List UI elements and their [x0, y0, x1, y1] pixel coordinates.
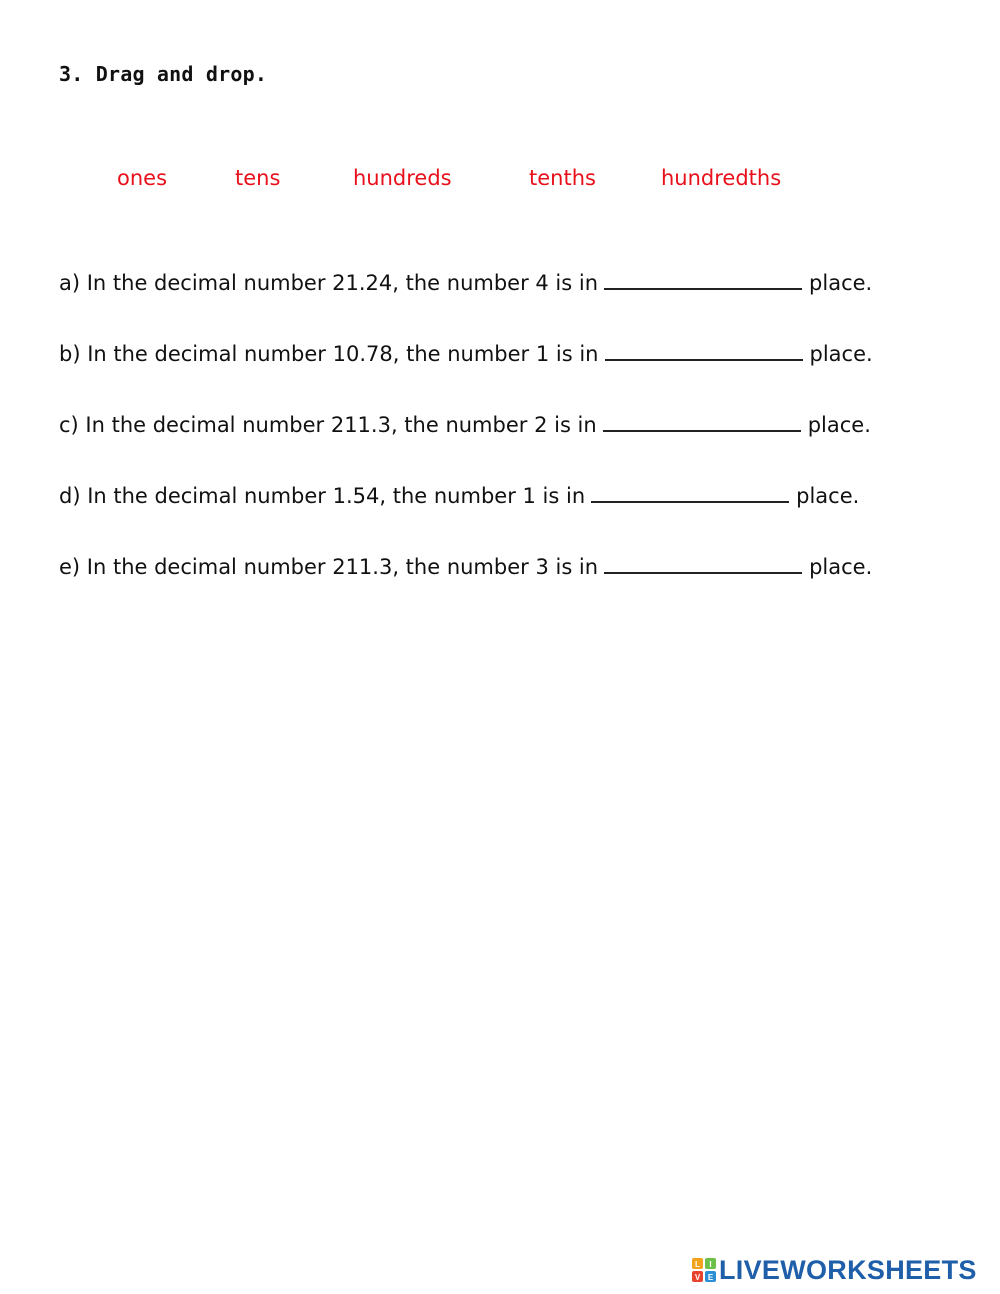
logo-tile-letter: E — [707, 1273, 714, 1282]
question-text: e) In the decimal number 211.3, the number 3 is in — [59, 555, 599, 579]
liveworksheets-logo-icon — [692, 1258, 716, 1282]
question-b — [59, 340, 873, 366]
answer-drop-zone-b[interactable] — [605, 340, 803, 361]
liveworksheets-logo — [692, 1255, 977, 1285]
word-ones[interactable]: ones — [117, 166, 168, 190]
question-suffix: place. — [807, 413, 871, 437]
question-e — [59, 553, 872, 579]
logo-tile-letter: L — [695, 1260, 700, 1269]
question-suffix: place. — [809, 555, 873, 579]
logo-tile-letter: I — [709, 1260, 712, 1269]
question-text: c) In the decimal number 211.3, the number 2 is in — [59, 413, 597, 437]
answer-drop-zone-a[interactable] — [604, 269, 802, 290]
word-hundreds[interactable]: hundreds — [353, 166, 452, 190]
question-d — [59, 482, 859, 508]
logo-tile-letter: V — [694, 1273, 701, 1282]
question-text: b) In the decimal number 10.78, the number 1 is in — [59, 342, 599, 366]
question-text: d) In the decimal number 1.54, the number 1 is in — [59, 484, 586, 508]
liveworksheets-logo-text: LIVEWORKSHEETS — [719, 1254, 977, 1285]
question-suffix: place. — [796, 484, 860, 508]
question-c — [59, 411, 871, 437]
answer-drop-zone-d[interactable] — [591, 482, 789, 503]
word-hundredths[interactable]: hundredths — [661, 166, 782, 190]
answer-drop-zone-c[interactable] — [603, 411, 801, 432]
word-tens[interactable]: tens — [235, 166, 281, 190]
activity-heading: 3. Drag and drop. — [59, 62, 268, 86]
question-a — [59, 269, 872, 295]
question-text: a) In the decimal number 21.24, the number 4 is in — [59, 271, 599, 295]
word-tenths[interactable]: tenths — [529, 166, 596, 190]
question-suffix: place. — [809, 271, 873, 295]
question-suffix: place. — [809, 342, 873, 366]
answer-drop-zone-e[interactable] — [604, 553, 802, 574]
